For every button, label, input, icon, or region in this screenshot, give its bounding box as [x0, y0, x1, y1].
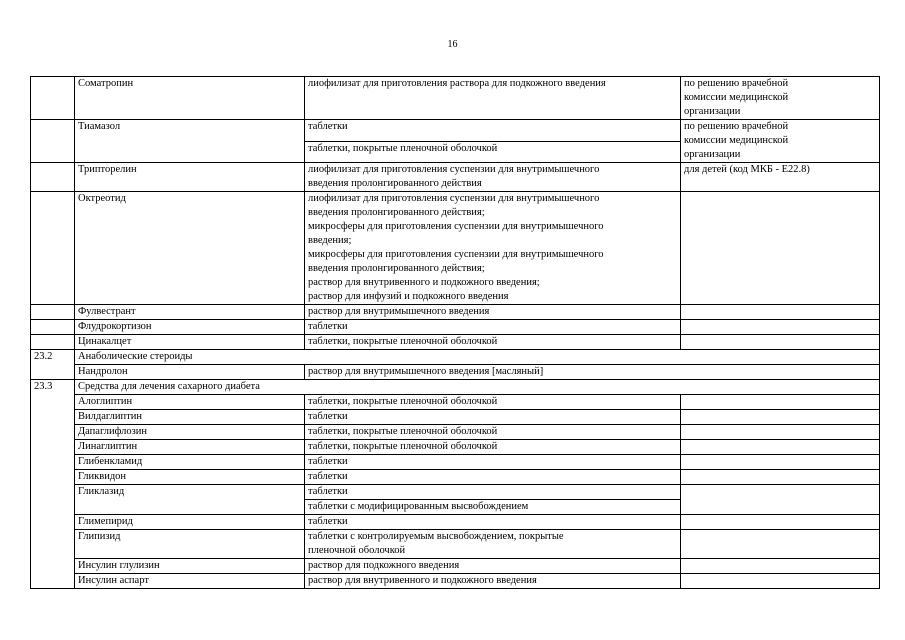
dosage-form: [305, 77, 681, 120]
prescription-note: [681, 192, 880, 305]
code-cell: [31, 305, 75, 320]
dosage-form-line: введения пролонгированного действия;: [308, 263, 485, 274]
table-row: [31, 305, 880, 320]
dosage-form: [305, 365, 880, 380]
drug-name: Дапаглифлозин: [75, 425, 305, 440]
drug-name: Линаглиптин: [75, 440, 305, 455]
dosage-form-line: микросферы для приготовления суспензии для внутримышечного: [308, 221, 604, 232]
dosage-form-line: таблетки: [308, 516, 348, 527]
drug-name: Вилдаглиптин: [75, 410, 305, 425]
table-row: [31, 77, 880, 120]
dosage-form-line: микросферы для приготовления суспензии для внутримышечного: [308, 249, 604, 260]
drug-name: Инсулин глулизин: [75, 559, 305, 574]
dosage-form: [305, 530, 681, 559]
dosage-form-line: таблетки: [308, 411, 348, 422]
prescription-note: [681, 515, 880, 530]
drug-name: Глимепирид: [75, 515, 305, 530]
dosage-form-line: лиофилизат для приготовления раствора для подкожного введения: [308, 78, 606, 89]
section-title: Средства для лечения сахарного диабета: [75, 380, 880, 395]
dosage-form: [305, 574, 681, 589]
code-cell: [31, 77, 75, 120]
table-row: [31, 395, 880, 410]
prescription-note: [681, 335, 880, 350]
section-title: Анаболические стероиды: [75, 350, 880, 365]
table-row: [31, 440, 880, 455]
dosage-form: [305, 425, 681, 440]
dosage-form-line: раствор для подкожного введения: [308, 560, 460, 571]
dosage-form-line: таблетки, покрытые пленочной оболочкой: [308, 396, 498, 407]
drug-name: Глибенкламид: [75, 455, 305, 470]
drug-name: Нандролон: [75, 365, 305, 380]
table-row: [31, 559, 880, 574]
prescription-note-line: организации: [684, 149, 741, 160]
dosage-form: [305, 163, 681, 192]
prescription-note-line: организации: [684, 106, 741, 117]
dosage-form: [305, 335, 681, 350]
prescription-note: [681, 163, 880, 192]
table-row: [31, 515, 880, 530]
dosage-form-line: таблетки: [308, 321, 348, 332]
dosage-form-line: таблетки: [308, 456, 348, 467]
dosage-form-line: раствор для инфузий и подкожного введения: [308, 291, 509, 302]
prescription-note: [681, 305, 880, 320]
dosage-form-line: таблетки, покрытые пленочной оболочкой: [308, 441, 498, 452]
prescription-note-line: по решению врачебной: [684, 121, 789, 132]
section-header-row: [31, 350, 880, 365]
drug-name: Глипизид: [75, 530, 305, 559]
dosage-form-line: таблетки, покрытые пленочной оболочкой: [308, 142, 498, 154]
dosage-form-line: пленочной оболочкой: [308, 545, 406, 556]
drug-name: Алоглиптин: [75, 395, 305, 410]
code-cell: [31, 163, 75, 192]
code-cell: [31, 320, 75, 335]
dosage-form-line: таблетки: [308, 121, 348, 132]
dosage-form: [305, 455, 681, 470]
code-cell: [31, 192, 75, 305]
dosage-form-line: раствор для внутривенного и подкожного введения;: [308, 277, 540, 288]
section-code: 23.3: [31, 380, 75, 589]
code-cell: [31, 120, 75, 163]
drug-name: Фулвестрант: [75, 305, 305, 320]
dosage-form-line: введения пролонгированного действия;: [308, 207, 485, 218]
dosage-form: [305, 559, 681, 574]
drug-table-body: [31, 77, 880, 589]
drug-name: Гликлазид: [75, 485, 305, 515]
prescription-note: [681, 395, 880, 410]
table-row: [31, 410, 880, 425]
table-row: [31, 455, 880, 470]
page-number: 16: [447, 39, 458, 50]
dosage-form: [305, 410, 681, 425]
dosage-form-line: таблетки с контролируемым высвобождением, покрытые: [308, 531, 564, 542]
prescription-note: [681, 574, 880, 589]
drug-name: Соматропин: [75, 77, 305, 120]
dosage-form: [305, 141, 681, 163]
dosage-form-line: таблетки: [308, 471, 348, 482]
prescription-note: [681, 77, 880, 120]
dosage-form: [305, 320, 681, 335]
table-row: [31, 574, 880, 589]
dosage-form: [305, 515, 681, 530]
prescription-note: [681, 559, 880, 574]
dosage-form-line: таблетки: [308, 486, 348, 497]
prescription-note: [681, 120, 880, 163]
prescription-note-line: комиссии медицинской: [684, 92, 789, 103]
dosage-form-line: раствор для внутримышечного введения [масляный]: [308, 366, 544, 377]
prescription-note: [681, 440, 880, 455]
table-row: [31, 320, 880, 335]
dosage-form: [305, 500, 681, 515]
prescription-note: [681, 425, 880, 440]
table-row: [31, 530, 880, 559]
prescription-note: [681, 485, 880, 515]
prescription-note: [681, 320, 880, 335]
table-row: [31, 192, 880, 305]
prescription-note: [681, 470, 880, 485]
table-row: [31, 163, 880, 192]
drug-name: Тиамазол: [75, 120, 305, 163]
prescription-note: [681, 455, 880, 470]
section-header-row: [31, 380, 880, 395]
drug-name: Цинакалцет: [75, 335, 305, 350]
table-row: [31, 470, 880, 485]
drug-name: Трипторелин: [75, 163, 305, 192]
dosage-form-line: введения;: [308, 235, 352, 246]
dosage-form-line: лиофилизат для приготовления суспензии для внутримышечного: [308, 164, 600, 175]
dosage-form-line: раствор для внутривенного и подкожного введения: [308, 575, 537, 586]
table-row: [31, 425, 880, 440]
code-cell: [31, 335, 75, 350]
dosage-form: [305, 485, 681, 500]
dosage-form: [305, 120, 681, 142]
dosage-form: [305, 470, 681, 485]
section-code: 23.2: [31, 350, 75, 380]
drug-name: Инсулин аспарт: [75, 574, 305, 589]
prescription-note-line: комиссии медицинской: [684, 135, 789, 146]
drug-table: [30, 76, 880, 589]
dosage-form-line: таблетки, покрытые пленочной оболочкой: [308, 426, 498, 437]
dosage-form-line: лиофилизат для приготовления суспензии для внутримышечного: [308, 193, 600, 204]
dosage-form-line: таблетки, покрытые пленочной оболочкой: [308, 336, 498, 347]
drug-name: Гликвидон: [75, 470, 305, 485]
table-row: [31, 485, 880, 500]
dosage-form: [305, 192, 681, 305]
prescription-note: [681, 530, 880, 559]
dosage-form-line: раствор для внутримышечного введения: [308, 306, 490, 317]
prescription-note: [681, 410, 880, 425]
table-row: [31, 335, 880, 350]
table-row: [31, 120, 880, 142]
prescription-note-line: по решению врачебной: [684, 78, 789, 89]
dosage-form: [305, 440, 681, 455]
drug-name: Флудрокортизон: [75, 320, 305, 335]
dosage-form-line: таблетки с модифицированным высвобождением: [308, 501, 529, 512]
prescription-note-line: для детей (код МКБ - E22.8): [684, 164, 810, 175]
dosage-form-line: введения пролонгированного действия: [308, 178, 482, 189]
dosage-form: [305, 395, 681, 410]
table-row: [31, 365, 880, 380]
dosage-form: [305, 305, 681, 320]
drug-name: Октреотид: [75, 192, 305, 305]
